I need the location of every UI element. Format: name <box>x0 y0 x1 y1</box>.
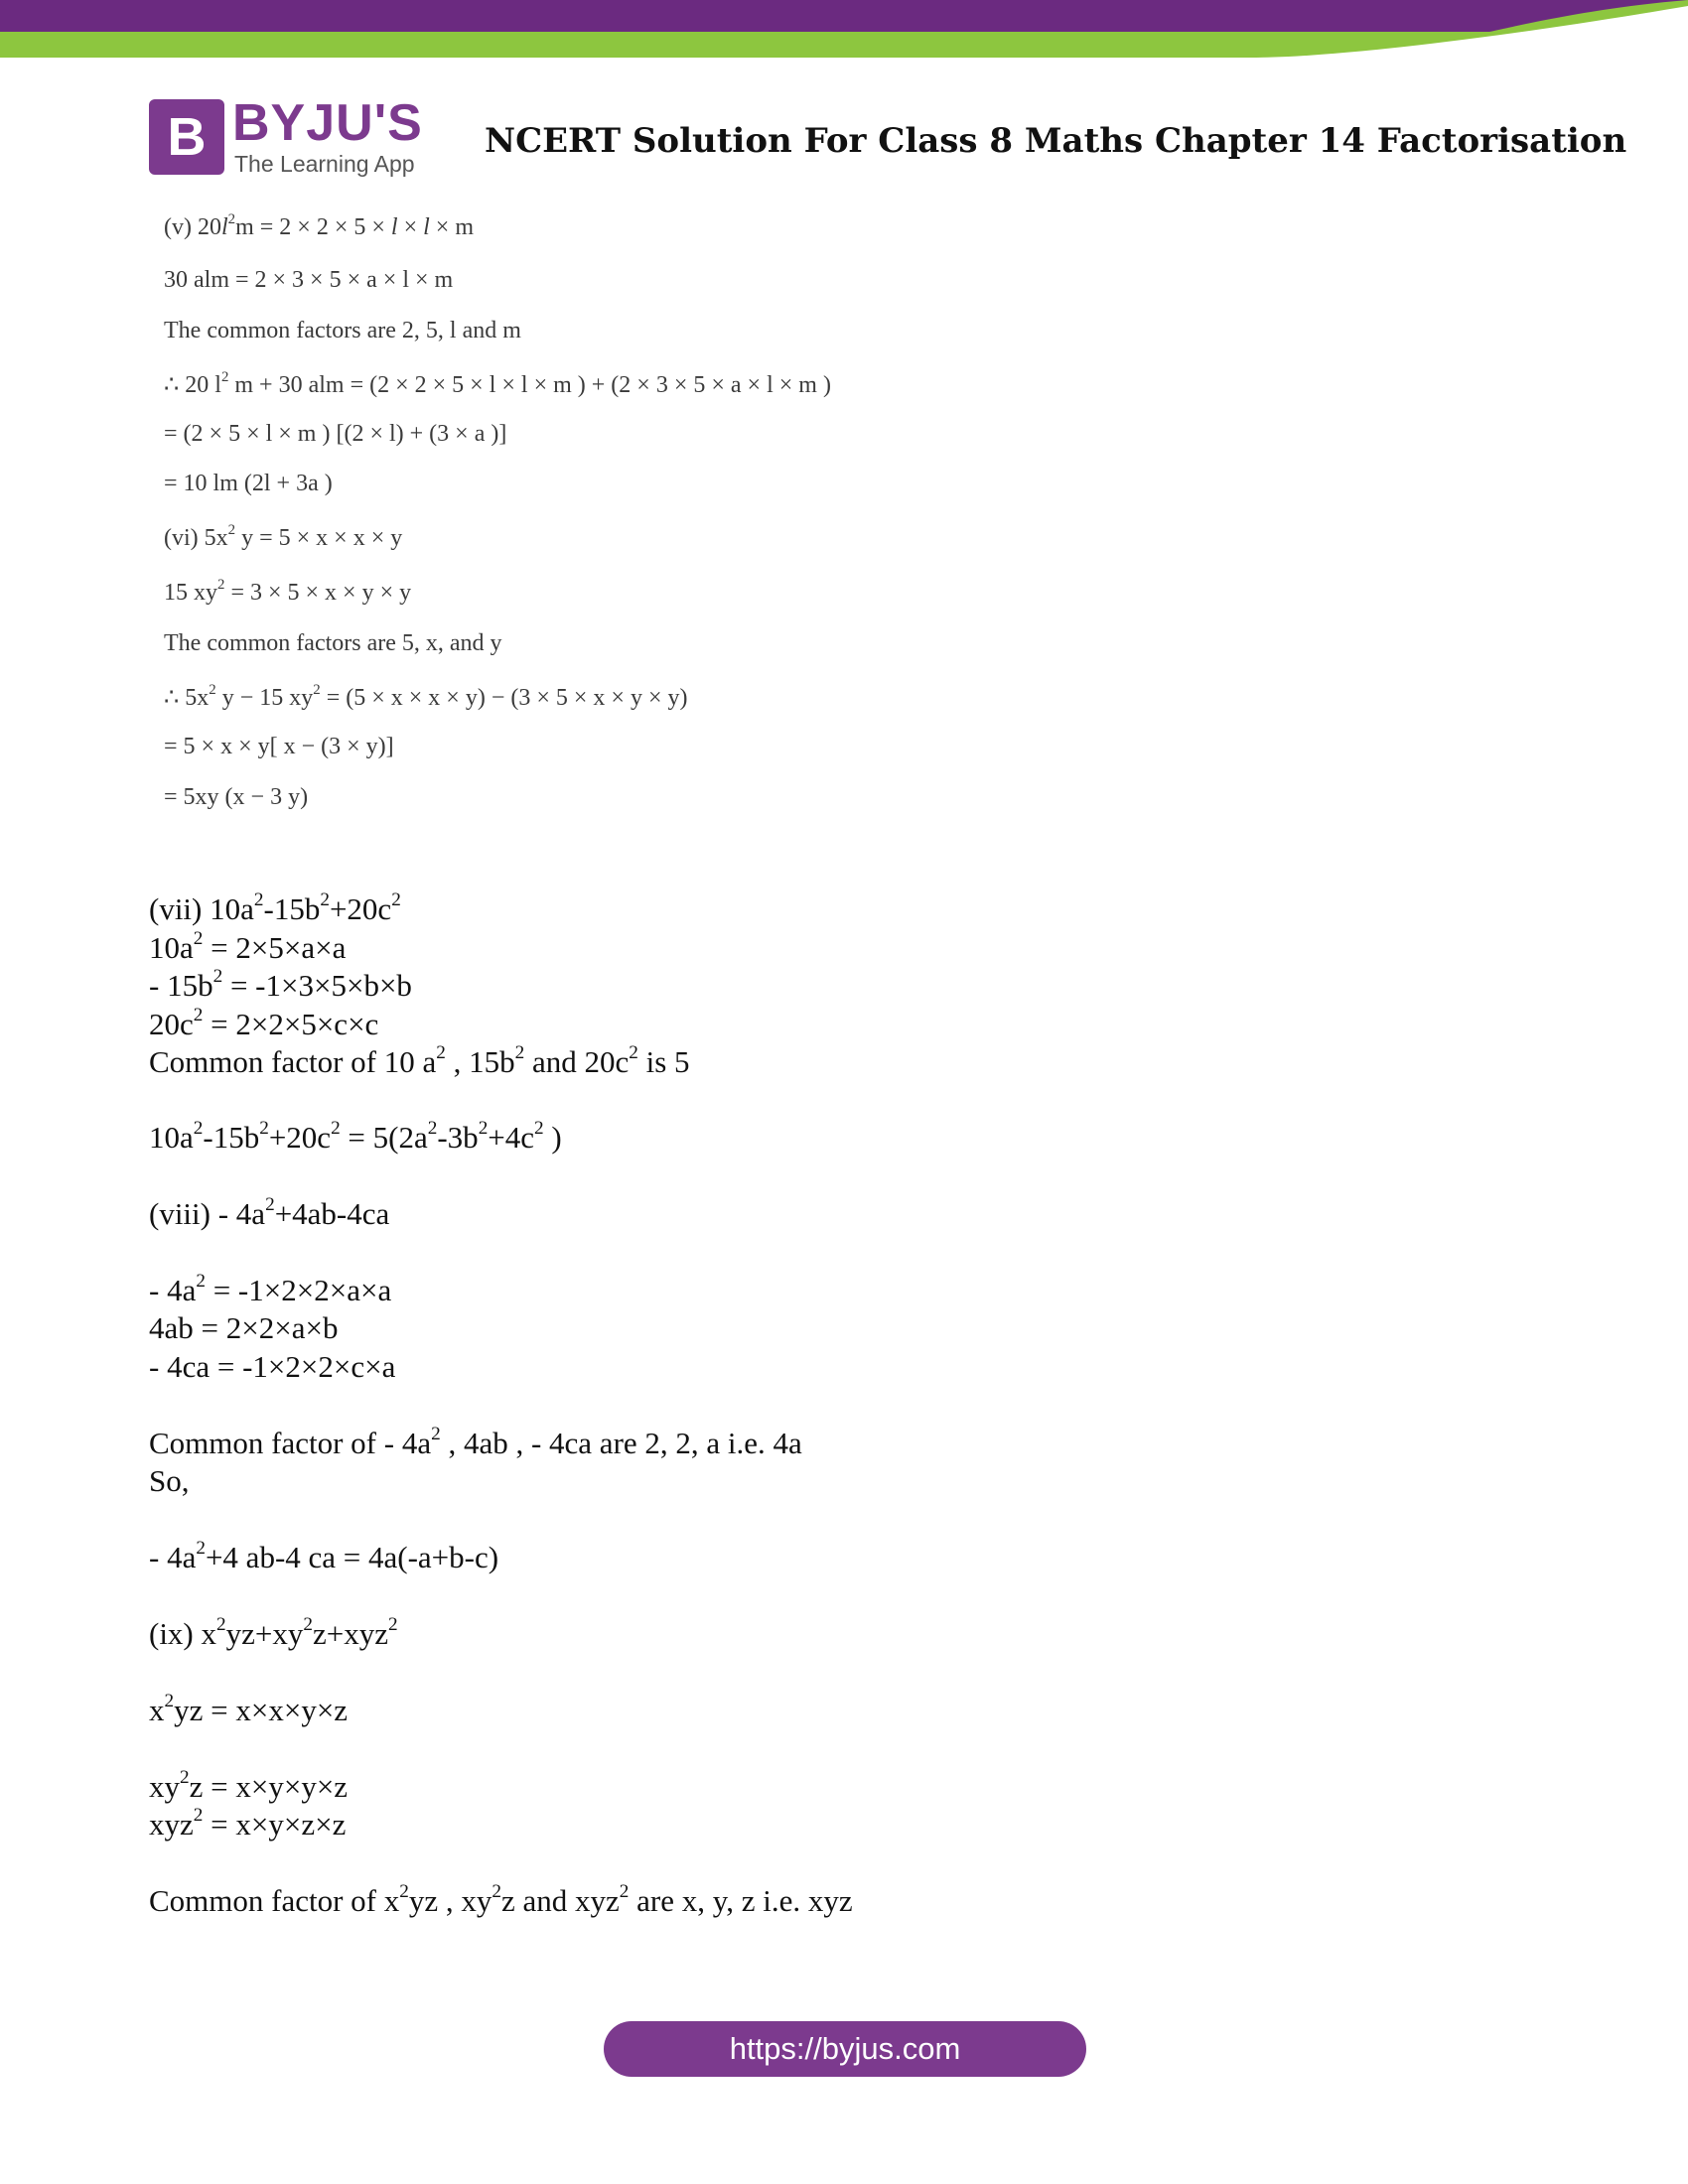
logo-badge-icon: B <box>149 99 224 175</box>
part-ix-common-factor: Common factor of $x^2yz$ , $xy^2z$ and xyz$^2$ are x, y, z i.e. xyz <box>149 1880 853 1918</box>
part-v-line-4: ∴ 20 $l^2$ m + 30 alm = (2 × 2 × 5 × l × l × m ) + (2 × 3 × 5 × a × l × m ) <box>164 368 831 398</box>
part-ix-title: (ix) $x^2yz+xy^2z+xyz^2$ <box>149 1613 398 1651</box>
footer-url-link[interactable]: https://byjus.com <box>604 2021 1086 2077</box>
part-vi-line-6: = 5xy (x − 3 y) <box>164 784 309 810</box>
part-v-line-3: The common factors are 2, 5, l and m <box>164 318 521 343</box>
part-vi-line-1: (vi) $5x^2$ y = 5 × x × x × y <box>164 521 403 551</box>
part-vii-row-1: $10a^2 = 2\times 5\times a\times a$ <box>149 927 347 965</box>
part-viii-row-1: - $4a^2 = -1\times 2\times 2\times a\times a$ <box>149 1270 392 1307</box>
part-ix-row-2: $xy^2z = x\times y\times y\times z$ <box>149 1766 349 1804</box>
part-v-line-1: (v) $20l^2m = 2 \times 2 \times 5 \times l \times l \times m$ <box>164 210 474 240</box>
byjus-logo <box>149 94 447 179</box>
brand-name: BYJU'S <box>232 94 423 152</box>
part-ix-row-1: $x^2yz = x\times x\times y\times z$ <box>149 1690 349 1727</box>
part-v-line-6: = 10 lm (2l + 3a ) <box>164 471 333 496</box>
part-ix-row-3: xyz$^2$ = x×y×z×z <box>149 1804 347 1842</box>
document-title: NCERT Solution For Class 8 Maths Chapter 14 Factorisation <box>485 121 1627 161</box>
part-v-line-5: = (2 × 5 × l × m ) [(2 × l) + (3 × a )] <box>164 421 507 447</box>
top-banner <box>0 0 1688 58</box>
part-v-line-2: 30 alm = 2 × 3 × 5 × a × l × m <box>164 267 454 293</box>
part-viii-result: - $4a^2+4$ ab-4 ca = 4a(-a+b-c) <box>149 1537 499 1574</box>
part-vi-line-5: = 5 × x × y[ x − (3 × y)] <box>164 734 394 759</box>
part-viii-title: (viii) - $4a^2+4ab-4ca$ <box>149 1193 390 1231</box>
part-vii-common-factor: Common factor of 10 $a^2$ , $15b^2$ and $20c^2$ is 5 <box>149 1041 690 1079</box>
page-header <box>149 94 1627 179</box>
part-vi-line-4: ∴ $5x^2$ y − 15 $xy^2 = (5 \times x \times x \times y) - (3 \times 5 \times x \times y \times y)$ <box>164 681 688 711</box>
part-viii-common-factor: Common factor of - $4a^2$ , 4ab , - 4ca are 2, 2, a i.e. 4a <box>149 1423 802 1460</box>
part-vi-line-3: The common factors are 5, x, and y <box>164 630 502 656</box>
part-viii-so: So, <box>149 1463 190 1498</box>
part-viii-row-3: - 4ca = -1×2×2×c×a <box>149 1349 396 1384</box>
part-vii-result: $10a^2-15b^2+20c^2 = 5(2a^2-3b^2+4c^2$ ) <box>149 1117 562 1155</box>
part-vi-line-2: 15 $xy^2 = 3 \times 5 \times x \times y \times y$ <box>164 576 412 606</box>
part-vii-row-2: - $15b^2 = -1\times 3\times 5\times b\times b$ <box>149 965 412 1003</box>
brand-tagline: The Learning App <box>234 151 415 177</box>
part-viii-row-2: 4ab = 2×2×a×b <box>149 1310 339 1345</box>
part-vii-row-3: $20c^2 = 2\times 2\times 5\times c\times c$ <box>149 1004 379 1041</box>
part-vii-title: (vii) $10a^2-15b^2+20c^2$ <box>149 888 401 926</box>
